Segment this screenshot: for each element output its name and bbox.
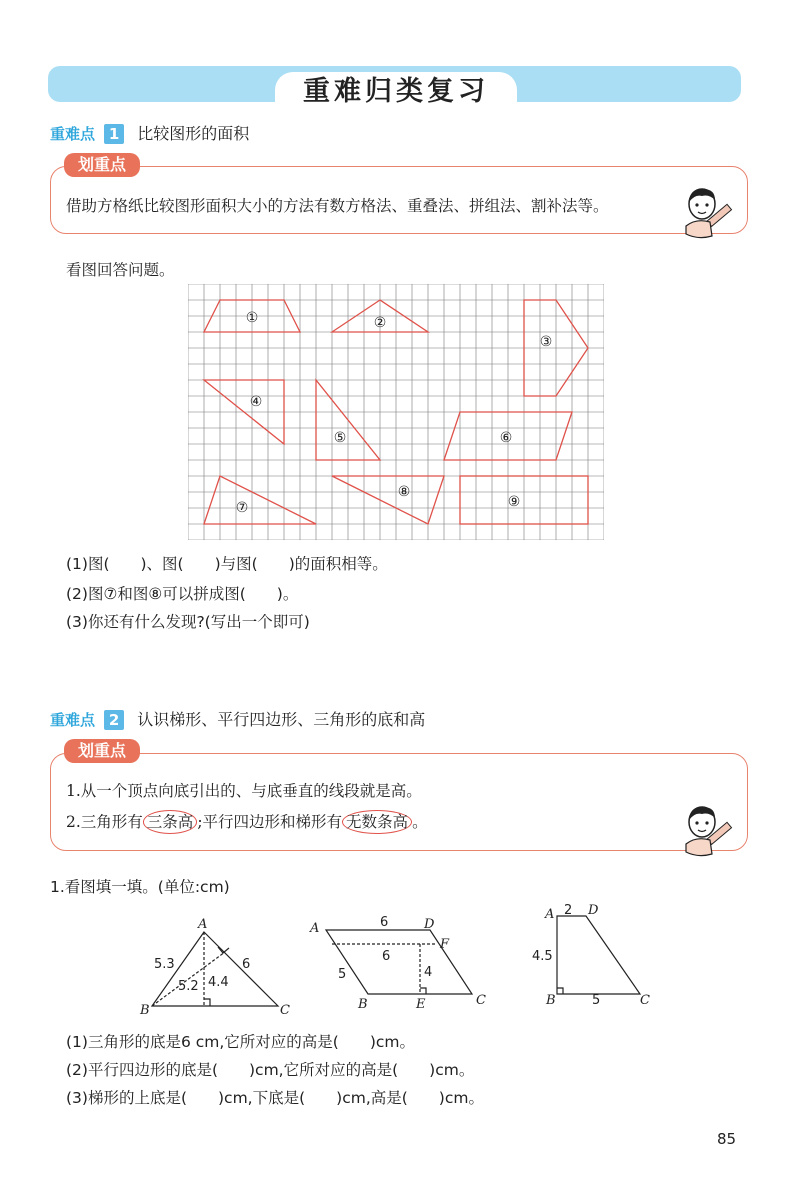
section2-number: 2 [104, 710, 124, 730]
section1-question-1: (1)图( )、图( )与图( )的面积相等。 [66, 555, 388, 573]
shape-label-9: ⑨ [507, 494, 521, 510]
tri-right-side: 6 [242, 957, 251, 972]
para-vertex-d: D [424, 917, 435, 932]
section2-heading [50, 707, 425, 730]
trap-bottom-length: 5 [592, 993, 601, 1008]
section2-note-1: 1.从一个顶点向底引出的、与底垂直的线段就是高。 [66, 782, 422, 800]
section1-label: 重难点 [50, 125, 96, 143]
trap-height: 4.5 [532, 949, 553, 964]
section2-title: 认识梯形、平行四边形、三角形的底和高 [137, 710, 426, 729]
para-height: 4 [424, 965, 433, 980]
student-mascot-icon [676, 184, 740, 246]
section2-keypoint-box [50, 753, 748, 851]
shape-label-3: ③ [539, 334, 553, 350]
para-side-length: 5 [338, 967, 347, 982]
para-inner-length: 6 [382, 949, 391, 964]
para-top-length: 6 [380, 915, 389, 930]
geometry-figures [130, 896, 690, 1018]
note2-part-a: 2.三角形有 [66, 813, 143, 831]
trap-vertex-a: A [545, 907, 555, 922]
section1-title: 比较图形的面积 [137, 124, 250, 143]
section1-question-3: (3)你还有什么发现?(写出一个即可) [66, 613, 310, 631]
para-vertex-a: A [310, 921, 320, 936]
tri-inner-height: 5.2 [178, 979, 199, 994]
para-vertex-e: E [416, 997, 426, 1012]
student-mascot-icon-2 [676, 802, 740, 864]
trap-vertex-c: C [640, 993, 650, 1008]
section1-note: 借助方格纸比较图形面积大小的方法有数方格法、重叠法、拼组法、割补法等。 [66, 197, 609, 215]
tri-vertex-b: B [140, 1003, 150, 1018]
tri-vertex-c: C [280, 1003, 290, 1018]
note2-part-e: 。 [412, 813, 428, 831]
shape-8 [332, 476, 444, 524]
trap-vertex-d: D [588, 903, 599, 918]
shape-7 [204, 476, 316, 524]
section1-heading [50, 121, 249, 144]
note2-circled-infinite-heights: 无数条高 [342, 810, 412, 834]
grid-figure [188, 284, 604, 540]
tri-left-side: 5.3 [154, 957, 175, 972]
tri-vertex-a: A [198, 917, 208, 932]
shape-label-5: ⑤ [333, 430, 347, 446]
trap-top-length: 2 [564, 903, 573, 918]
shape-label-4: ④ [249, 394, 263, 410]
exercise-title: 1.看图填一填。(单位:cm) [50, 878, 230, 896]
shape-label-6: ⑥ [499, 430, 513, 446]
shape-label-8: ⑧ [397, 484, 411, 500]
section2-note-2 [66, 810, 428, 832]
section2-question-3: (3)梯形的上底是( )cm,下底是( )cm,高是( )cm。 [66, 1089, 484, 1107]
section1-tag: 划重点 [64, 153, 140, 177]
para-vertex-c: C [476, 993, 486, 1008]
parallelogram-figure [326, 930, 472, 994]
note2-circled-three-heights: 三条高 [143, 810, 198, 834]
section2-question-1: (1)三角形的底是6 cm,它所对应的高是( )cm。 [66, 1033, 416, 1051]
shape-label-1: ① [245, 310, 259, 326]
section1-intro: 看图回答问题。 [66, 261, 175, 279]
trapezoid-figure [557, 916, 640, 994]
para-vertex-f: F [440, 937, 450, 952]
tri-height: 4.4 [208, 975, 229, 990]
shape-label-7: ⑦ [235, 500, 249, 516]
section1-question-2: (2)图⑦和图⑧可以拼成图( )。 [66, 585, 299, 603]
shape-label-2: ② [373, 315, 387, 331]
section2-label: 重难点 [50, 711, 96, 729]
section1-number: 1 [104, 124, 124, 144]
para-vertex-b: B [358, 997, 368, 1012]
note2-part-c: ;平行四边形和梯形有 [197, 813, 343, 831]
page-title: 重难归类复习 [275, 72, 517, 110]
section2-tag: 划重点 [64, 739, 140, 763]
section2-question-2: (2)平行四边形的底是( )cm,它所对应的高是( )cm。 [66, 1061, 475, 1079]
trap-vertex-b: B [546, 993, 556, 1008]
page-number: 85 [717, 1130, 737, 1148]
